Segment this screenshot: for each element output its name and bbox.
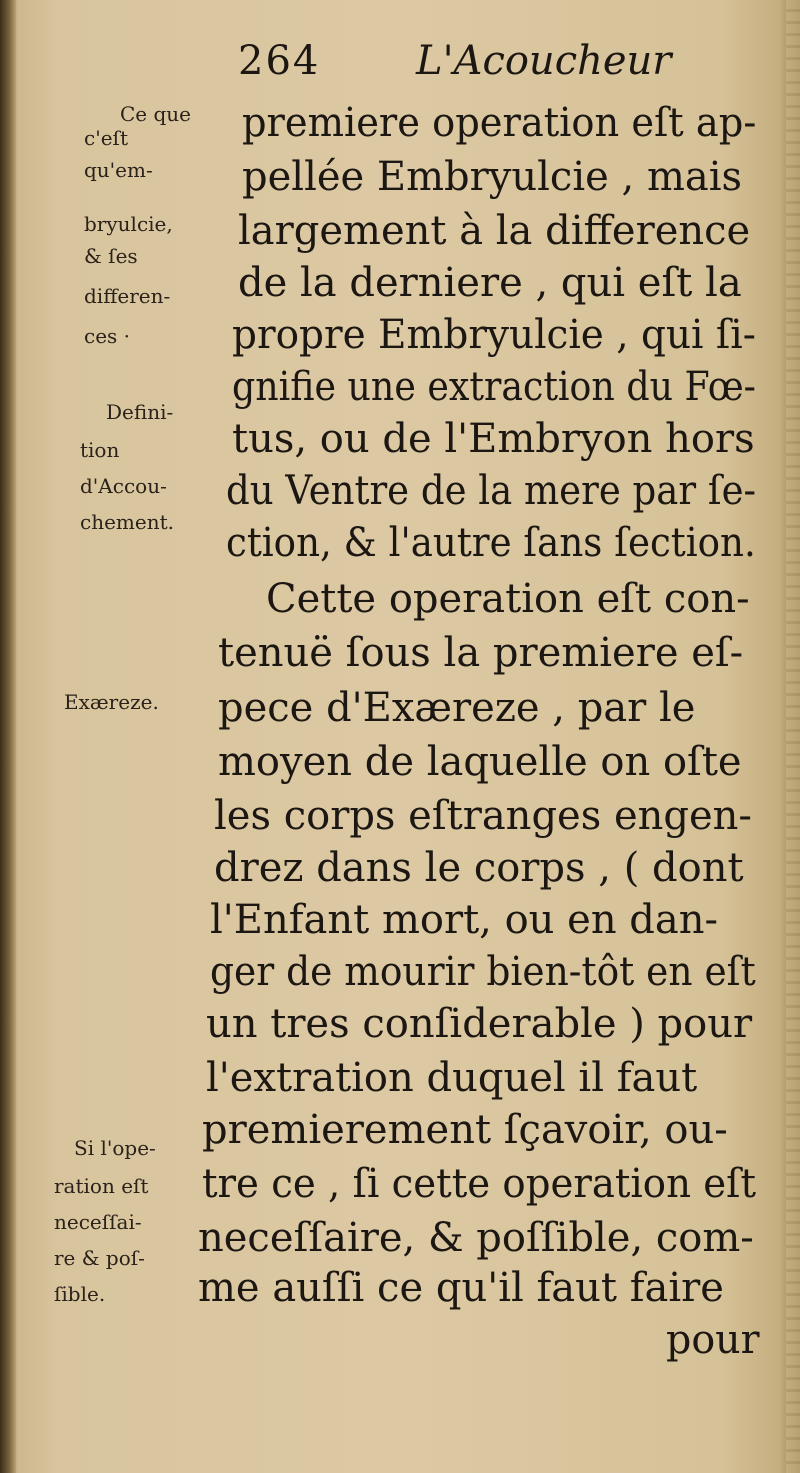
margin-note-line: ſible. [54,1282,106,1306]
catchword: pour [666,1317,760,1363]
margin-note-line: Ce que [120,102,192,126]
margin-note-line: c'eſt [84,126,128,150]
text-line: neceſſaire, & poſſible, com- [198,1215,754,1261]
margin-note-line: ces · [84,324,131,348]
text-line: l'Enfant mort, ou en dan- [210,897,719,943]
margin-note-line: neceſſai- [54,1210,142,1234]
text-line: ction, & l'autre ſans ſection. [226,520,756,566]
text-line: un tres conſiderable ) pour [206,1001,753,1047]
margin-note-line: d'Accou- [80,474,167,498]
text-line: du Ventre de la mere par ſe- [226,468,757,514]
text-line: les corps eſtranges engen- [214,793,752,839]
text-line: moyen de laquelle on oſte [218,739,742,785]
margin-note-line: chement. [80,510,174,534]
text-line: pellée Embryulcie , mais [242,154,743,200]
text-line: largement à la difference [238,208,751,254]
margin-note-line: differen- [84,284,171,308]
text-line: premiere operation eſt ap- [242,100,757,146]
text-line: ger de mourir bien-tôt en eſt [210,949,756,995]
text-line: me auſſi ce qu'il faut faire [198,1265,724,1311]
text-line: propre Embryulcie , qui ſi- [232,312,756,358]
text-line: Cette operation eſt con- [266,576,750,622]
text-line: pece d'Exæreze , par le [218,685,696,731]
margin-note-line: & ſes [84,244,138,268]
text-line: gnifie une extraction du Fœ- [232,364,756,410]
text-line: drez dans le corps , ( dont [214,845,744,891]
margin-note-line: tion [80,438,120,462]
text-line: tus, ou de l'Embryon hors [232,416,755,462]
text-line: l'extration duquel il faut [206,1055,698,1101]
margin-note-line: Defini- [106,400,174,424]
page-number: 264 [238,38,321,84]
margin-note-line: qu'em- [84,158,153,182]
text-line: tenuë ſous la premiere eſ- [218,630,744,676]
margin-note-line: ration eſt [54,1174,149,1198]
margin-note-line: re & poſ- [54,1246,145,1270]
margin-note-line: Si l'ope- [74,1136,156,1160]
text-line: de la derniere , qui eſt la [238,260,742,306]
running-head: L'Acoucheur [416,38,672,84]
text-line: premierement ſçavoir, ou- [202,1107,728,1153]
text-line: tre ce , ſi cette operation eſt [202,1161,757,1207]
margin-note-line: bryulcie, [84,212,173,236]
margin-note-line: Exæreze. [64,690,159,714]
